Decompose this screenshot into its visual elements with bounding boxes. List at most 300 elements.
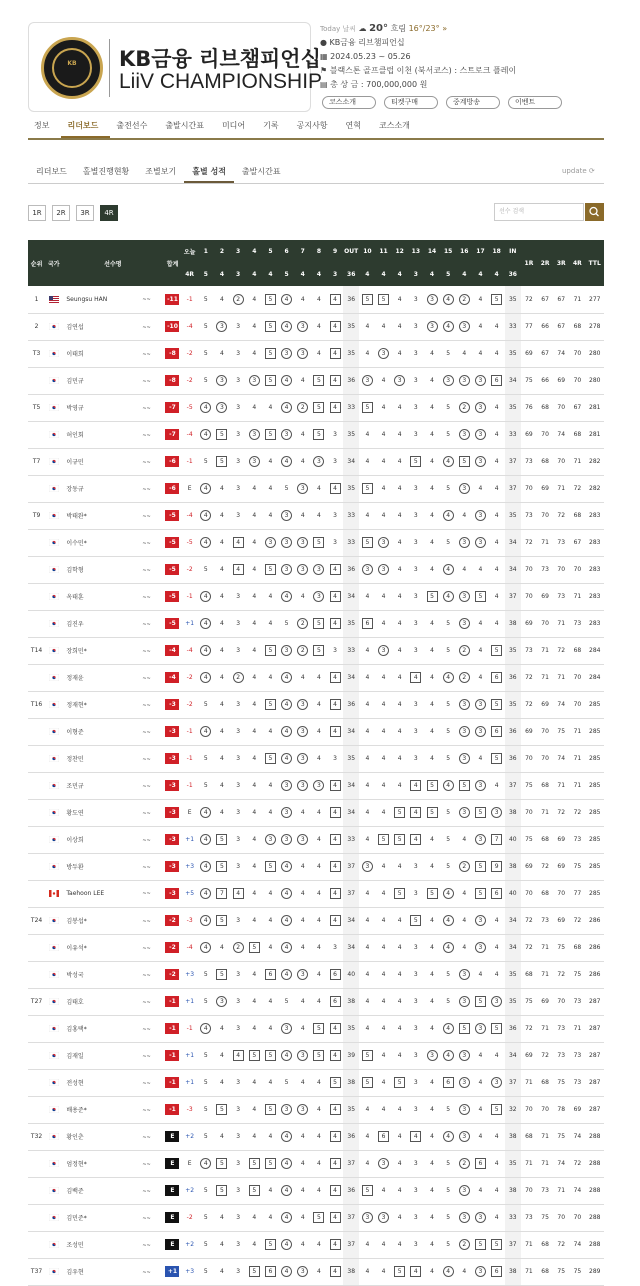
title-en: LiiV CHAMPIONSHIP (119, 70, 323, 93)
out-score: 34 (343, 583, 359, 610)
player-name[interactable]: 김학형 ~~ (62, 556, 163, 583)
round-score: 68 (537, 394, 553, 421)
today-score: -1 (182, 718, 198, 745)
round-score: 69 (521, 421, 537, 448)
player-name[interactable]: 허인회 ~~ (62, 421, 163, 448)
hole-score: 4 (198, 853, 214, 880)
today-score: +5 (182, 880, 198, 907)
hole-score: 4 (375, 664, 391, 691)
round-score: 74 (553, 340, 569, 367)
hole-score: 5 (246, 1150, 262, 1177)
table-row[interactable] (28, 745, 604, 772)
hole-score: 4 (489, 907, 505, 934)
hole-score: 4 (214, 340, 230, 367)
hole-score: 4 (472, 475, 488, 502)
col-r2: 2R (537, 240, 553, 286)
col-out: OUT (343, 240, 359, 263)
player-name[interactable]: 이태희 ~~ (62, 340, 163, 367)
player-name[interactable]: Taehoon LEE ~~ (62, 880, 163, 907)
hole-score: 4 (359, 799, 375, 826)
hole-score: 4 (472, 340, 488, 367)
player-name[interactable]: 이규민 ~~ (62, 448, 163, 475)
hole-score: 4 (295, 853, 311, 880)
rank: T16 (28, 691, 45, 718)
sponsor-mark-icon: ~~ (142, 433, 151, 439)
hole-score: 3 (230, 394, 246, 421)
total-score: -3 (163, 853, 181, 880)
player-name[interactable]: 정재윤 ~~ (62, 664, 163, 691)
hole-score: 3 (408, 502, 424, 529)
hole-score: 5 (440, 475, 456, 502)
hole-score: 5 (440, 745, 456, 772)
hole-score: 4 (392, 583, 408, 610)
table-row[interactable] (28, 1015, 604, 1042)
hole-score: 4 (327, 907, 343, 934)
hole-score: 5 (262, 421, 278, 448)
col-hole-17: 17 (472, 240, 488, 263)
round-4-button[interactable]: 4R (100, 205, 118, 221)
sponsor-mark-icon: ~~ (142, 1027, 151, 1033)
nation (45, 691, 62, 718)
player-name[interactable]: 옥태훈 ~~ (62, 583, 163, 610)
table-row[interactable] (28, 826, 604, 853)
out-score: 37 (343, 1150, 359, 1177)
total-score: E (163, 1123, 181, 1150)
total-strokes: 285 (585, 772, 604, 799)
kr-flag-icon (49, 1079, 59, 1086)
out-score: 38 (343, 1258, 359, 1285)
table-row[interactable] (28, 529, 604, 556)
hole-score: 4 (375, 853, 391, 880)
sponsor-mark-icon: ~~ (142, 595, 151, 601)
today-score: +2 (182, 1177, 198, 1204)
table-row[interactable] (28, 448, 604, 475)
rank (28, 475, 45, 502)
table-row[interactable] (28, 583, 604, 610)
hole-score: 2 (230, 286, 246, 313)
today-score: -3 (182, 907, 198, 934)
table-row[interactable] (28, 853, 604, 880)
nation (45, 745, 62, 772)
hole-score: 4 (279, 367, 295, 394)
course-intro-button[interactable]: 코스소개 (322, 96, 376, 109)
round-score: 71 (537, 664, 553, 691)
today-score: +1 (182, 1042, 198, 1069)
hole-score: 4 (311, 1150, 327, 1177)
nation (45, 367, 62, 394)
table-row[interactable] (28, 556, 604, 583)
hole-score: 4 (392, 421, 408, 448)
out-score: 38 (343, 988, 359, 1015)
kr-flag-icon (49, 350, 59, 357)
round-score: 68 (569, 502, 585, 529)
total-strokes: 286 (585, 907, 604, 934)
hole-score: 3 (230, 853, 246, 880)
round-selector (28, 205, 118, 221)
player-name[interactable]: 김재일 ~~ (62, 1042, 163, 1069)
rank: T27 (28, 988, 45, 1015)
nav-tee-times[interactable]: 출발시간표 (165, 121, 204, 130)
table-row[interactable] (28, 691, 604, 718)
out-score: 35 (343, 745, 359, 772)
hole-score: 5 (311, 367, 327, 394)
hole-score: 5 (440, 853, 456, 880)
hole-score: 6 (489, 718, 505, 745)
nav-notices[interactable]: 공지사항 (296, 121, 328, 130)
player-name[interactable]: 전성현 ~~ (62, 1069, 163, 1096)
sponsor-mark-icon: ~~ (142, 568, 151, 574)
hole-score: 4 (214, 772, 230, 799)
player-name[interactable]: 엄정현* ~~ (62, 1150, 163, 1177)
search-input[interactable]: 선수 검색 (494, 203, 584, 221)
hole-score: 5 (279, 610, 295, 637)
hole-score: 3 (408, 313, 424, 340)
money-icon: ▤ (320, 80, 328, 89)
hole-score: 4 (327, 772, 343, 799)
sponsor-mark-icon: ~~ (142, 1108, 151, 1114)
round-3-button[interactable]: 3R (76, 205, 94, 221)
hole-score: 3 (456, 1096, 472, 1123)
table-row[interactable] (28, 1177, 604, 1204)
hole-score: 4 (392, 610, 408, 637)
hole-score: 4 (279, 691, 295, 718)
ticket-button[interactable]: 티켓구매 (384, 96, 438, 109)
tournament-purse: 총 상 금 : 700,000,000 원 (330, 80, 428, 89)
today-score: -3 (182, 1096, 198, 1123)
tournament-logo[interactable] (28, 22, 323, 112)
hole-score: 4 (279, 1123, 295, 1150)
table-row[interactable] (28, 637, 604, 664)
hole-score: 3 (408, 1150, 424, 1177)
round-score: 75 (537, 1204, 553, 1231)
table-row[interactable] (28, 421, 604, 448)
player-name[interactable]: 정찬민 ~~ (62, 745, 163, 772)
hole-score: 5 (262, 340, 278, 367)
today-score: +2 (182, 1123, 198, 1150)
out-score: 37 (343, 853, 359, 880)
round-1-button[interactable]: 1R (28, 205, 46, 221)
hole-score: 6 (375, 1123, 391, 1150)
table-row[interactable] (28, 1150, 604, 1177)
kr-flag-icon (49, 809, 59, 816)
hole-score: 3 (279, 772, 295, 799)
hole-score: 4 (456, 907, 472, 934)
player-name[interactable]: 김민준* ~~ (62, 1204, 163, 1231)
hole-score: 5 (440, 394, 456, 421)
player-name[interactable]: 황도연 ~~ (62, 799, 163, 826)
round-score: 68 (521, 1123, 537, 1150)
quick-buttons (322, 96, 562, 109)
hole-score: 4 (392, 1150, 408, 1177)
today-score: -1 (182, 286, 198, 313)
player-name[interactable]: 박영규 ~~ (62, 394, 163, 421)
col-ttl: TTL (585, 240, 604, 286)
round-score: 67 (569, 394, 585, 421)
event-button[interactable]: 이벤트 (508, 96, 562, 109)
in-score: 35 (505, 394, 521, 421)
hole-score: 3 (214, 367, 230, 394)
hole-score: 4 (198, 799, 214, 826)
table-row[interactable] (28, 313, 604, 340)
player-name[interactable]: 김백준 ~~ (62, 1177, 163, 1204)
hole-score: 3 (279, 529, 295, 556)
player-name[interactable]: 방두환 ~~ (62, 853, 163, 880)
hole-score: 4 (424, 340, 440, 367)
hole-score: 3 (456, 1123, 472, 1150)
total-score: -1 (163, 988, 181, 1015)
hole-score: 5 (392, 799, 408, 826)
today-score: -1 (182, 745, 198, 772)
hole-score: 4 (392, 313, 408, 340)
hole-score: 2 (295, 394, 311, 421)
rank (28, 718, 45, 745)
hole-score: 4 (246, 313, 262, 340)
hole-score: 4 (311, 313, 327, 340)
tab-hole-progress[interactable]: 홀별진행현황 (82, 167, 130, 176)
round-score: 66 (537, 313, 553, 340)
total-strokes: 283 (585, 583, 604, 610)
search-button[interactable] (585, 203, 604, 221)
hole-score: 4 (392, 286, 408, 313)
nation (45, 556, 62, 583)
rank (28, 1069, 45, 1096)
kr-flag-icon (49, 917, 59, 924)
player-name[interactable]: 김진우 ~~ (62, 610, 163, 637)
player-name[interactable]: 김연섭 ~~ (62, 313, 163, 340)
player-name[interactable]: 이상희 ~~ (62, 826, 163, 853)
table-row[interactable] (28, 367, 604, 394)
in-score: 35 (505, 340, 521, 367)
today-score: +1 (182, 826, 198, 853)
player-name[interactable]: 김민규 ~~ (62, 367, 163, 394)
round-score: 75 (553, 934, 569, 961)
kr-flag-icon (49, 566, 59, 573)
table-row[interactable] (28, 961, 604, 988)
total-strokes: 287 (585, 1015, 604, 1042)
hole-score: 2 (456, 286, 472, 313)
hole-score: 4 (424, 1204, 440, 1231)
round-score: 72 (521, 934, 537, 961)
table-row[interactable] (28, 664, 604, 691)
hole-score: 6 (489, 367, 505, 394)
sponsor-mark-icon: ~~ (142, 784, 151, 790)
player-name[interactable]: 박성국 ~~ (62, 961, 163, 988)
round-score: 68 (569, 637, 585, 664)
round-score: 69 (537, 475, 553, 502)
player-name[interactable]: 배용준* ~~ (62, 1096, 163, 1123)
out-score: 33 (343, 394, 359, 421)
nav-leaderboard[interactable]: 리더보드 (61, 114, 110, 138)
hole-score: 6 (262, 1258, 278, 1285)
hole-score: 3 (472, 826, 488, 853)
in-score: 37 (505, 475, 521, 502)
round-score: 70 (553, 1204, 569, 1231)
player-name[interactable]: 이유석* ~~ (62, 934, 163, 961)
player-name[interactable]: 김봉섭* ~~ (62, 907, 163, 934)
player-name[interactable]: 조성민 ~~ (62, 1231, 163, 1258)
hole-score: 4 (279, 907, 295, 934)
tab-hole-scores[interactable]: 홀별 성적 (184, 162, 234, 183)
table-row[interactable] (28, 1069, 604, 1096)
rank (28, 772, 45, 799)
hole-score: 6 (262, 961, 278, 988)
nav-history[interactable]: 연혁 (345, 121, 361, 130)
hole-score: 4 (489, 313, 505, 340)
round-score: 76 (521, 394, 537, 421)
out-score: 35 (343, 1015, 359, 1042)
tournament-name: KB금융 리브챔피언십 (329, 38, 405, 47)
round-score: 77 (569, 880, 585, 907)
total-score: -8 (163, 340, 181, 367)
in-score: 38 (505, 1177, 521, 1204)
player-name[interactable]: 김우현 ~~ (62, 1258, 163, 1285)
player-name[interactable]: 조민규 ~~ (62, 772, 163, 799)
player-name[interactable]: 정재현* ~~ (62, 691, 163, 718)
nation (45, 718, 62, 745)
par-hole: 3 (230, 263, 246, 286)
hole-score: 3 (392, 367, 408, 394)
table-row[interactable] (28, 1042, 604, 1069)
player-name[interactable]: 장동규 ~~ (62, 475, 163, 502)
hole-score: 4 (198, 610, 214, 637)
table-row[interactable] (28, 475, 604, 502)
hole-score: 3 (408, 421, 424, 448)
table-row[interactable] (28, 286, 604, 313)
hole-score: 3 (279, 1096, 295, 1123)
hole-score: 3 (327, 934, 343, 961)
hole-score: 3 (230, 1015, 246, 1042)
player-name[interactable]: 장희민* ~~ (62, 637, 163, 664)
hole-score: 5 (424, 583, 440, 610)
player-name[interactable]: 이수민* ~~ (62, 529, 163, 556)
round-score: 69 (521, 1042, 537, 1069)
player-name[interactable]: Seungsu HAN ~~ (62, 286, 163, 313)
hole-score: 4 (392, 1123, 408, 1150)
table-row[interactable] (28, 772, 604, 799)
round-score: 73 (569, 1069, 585, 1096)
player-name[interactable]: 박태완* ~~ (62, 502, 163, 529)
hole-score: 4 (311, 1069, 327, 1096)
hole-score: 3 (279, 340, 295, 367)
table-row[interactable] (28, 1231, 604, 1258)
today-score: +3 (182, 1258, 198, 1285)
nation (45, 799, 62, 826)
total-score: -7 (163, 421, 181, 448)
hole-score: 4 (214, 583, 230, 610)
hole-score: 4 (262, 502, 278, 529)
round-score: 74 (553, 1150, 569, 1177)
player-name[interactable]: 황인춘 ~~ (62, 1123, 163, 1150)
player-name[interactable]: 김태호 ~~ (62, 988, 163, 1015)
hole-score: 4 (327, 1177, 343, 1204)
table-row[interactable] (28, 1123, 604, 1150)
round-score: 67 (537, 286, 553, 313)
hole-score: 3 (295, 556, 311, 583)
round-score: 73 (537, 907, 553, 934)
table-row[interactable] (28, 610, 604, 637)
table-row[interactable] (28, 340, 604, 367)
nation (45, 475, 62, 502)
hole-score: 5 (198, 1069, 214, 1096)
update-button[interactable]: update ⟳ (562, 167, 595, 175)
hole-score: 4 (472, 745, 488, 772)
player-name[interactable]: 김홍택* ~~ (62, 1015, 163, 1042)
hole-score: 4 (359, 637, 375, 664)
nav-media[interactable]: 미디어 (221, 121, 246, 130)
total-strokes: 288 (585, 1150, 604, 1177)
nav-entries[interactable]: 출전선수 (116, 121, 148, 130)
total-strokes: 289 (585, 1258, 604, 1285)
hole-score: 3 (472, 1258, 488, 1285)
temperature: 20° (369, 23, 389, 34)
kr-flag-icon (49, 539, 59, 546)
hole-score: 4 (295, 907, 311, 934)
in-score: 38 (505, 853, 521, 880)
table-row[interactable] (28, 907, 604, 934)
hole-score: 4 (424, 1258, 440, 1285)
total-score: -4 (163, 664, 181, 691)
in-score: 33 (505, 313, 521, 340)
par-hole: 3 (327, 263, 343, 286)
nav-info[interactable]: 정보 (34, 121, 50, 130)
hole-score: 4 (489, 556, 505, 583)
nav-course[interactable]: 코스소개 (379, 121, 410, 130)
hole-score: 3 (230, 313, 246, 340)
table-row[interactable] (28, 1096, 604, 1123)
hole-score: 4 (214, 1231, 230, 1258)
table-row[interactable] (28, 718, 604, 745)
hole-score: 4 (359, 745, 375, 772)
hole-score: 4 (375, 1042, 391, 1069)
rank: T14 (28, 637, 45, 664)
tab-leaderboard[interactable]: 리더보드 (36, 167, 67, 176)
table-row[interactable] (28, 934, 604, 961)
hole-score: 5 (198, 556, 214, 583)
hole-score: 3 (472, 367, 488, 394)
table-row[interactable] (28, 1258, 604, 1285)
table-row[interactable] (28, 988, 604, 1015)
hole-score: 5 (375, 826, 391, 853)
tab-tee-times[interactable]: 출발시간표 (241, 167, 281, 176)
hole-score: 5 (198, 745, 214, 772)
table-row[interactable] (28, 502, 604, 529)
hole-score: 5 (472, 853, 488, 880)
hole-score: 4 (262, 934, 278, 961)
broadcast-button[interactable]: 중계방송 (446, 96, 500, 109)
table-row[interactable] (28, 1204, 604, 1231)
player-name[interactable]: 이형준 ~~ (62, 718, 163, 745)
round-2-button[interactable]: 2R (52, 205, 70, 221)
table-row[interactable] (28, 880, 604, 907)
hole-score: 4 (311, 826, 327, 853)
hole-score: 5 (246, 1258, 262, 1285)
nav-records[interactable]: 기록 (263, 121, 279, 130)
in-score: 37 (505, 772, 521, 799)
table-row[interactable] (28, 394, 604, 421)
round-score: 70 (521, 880, 537, 907)
in-score: 38 (505, 1258, 521, 1285)
round-score: 68 (537, 772, 553, 799)
hole-score: 5 (489, 691, 505, 718)
hole-score: 4 (440, 664, 456, 691)
tab-groups[interactable]: 조별보기 (145, 167, 177, 176)
table-row[interactable] (28, 799, 604, 826)
col-hole-10: 10 (359, 240, 375, 263)
total-score: -3 (163, 718, 181, 745)
hole-score: 4 (327, 826, 343, 853)
search-icon (585, 203, 604, 221)
round-score: 69 (521, 340, 537, 367)
